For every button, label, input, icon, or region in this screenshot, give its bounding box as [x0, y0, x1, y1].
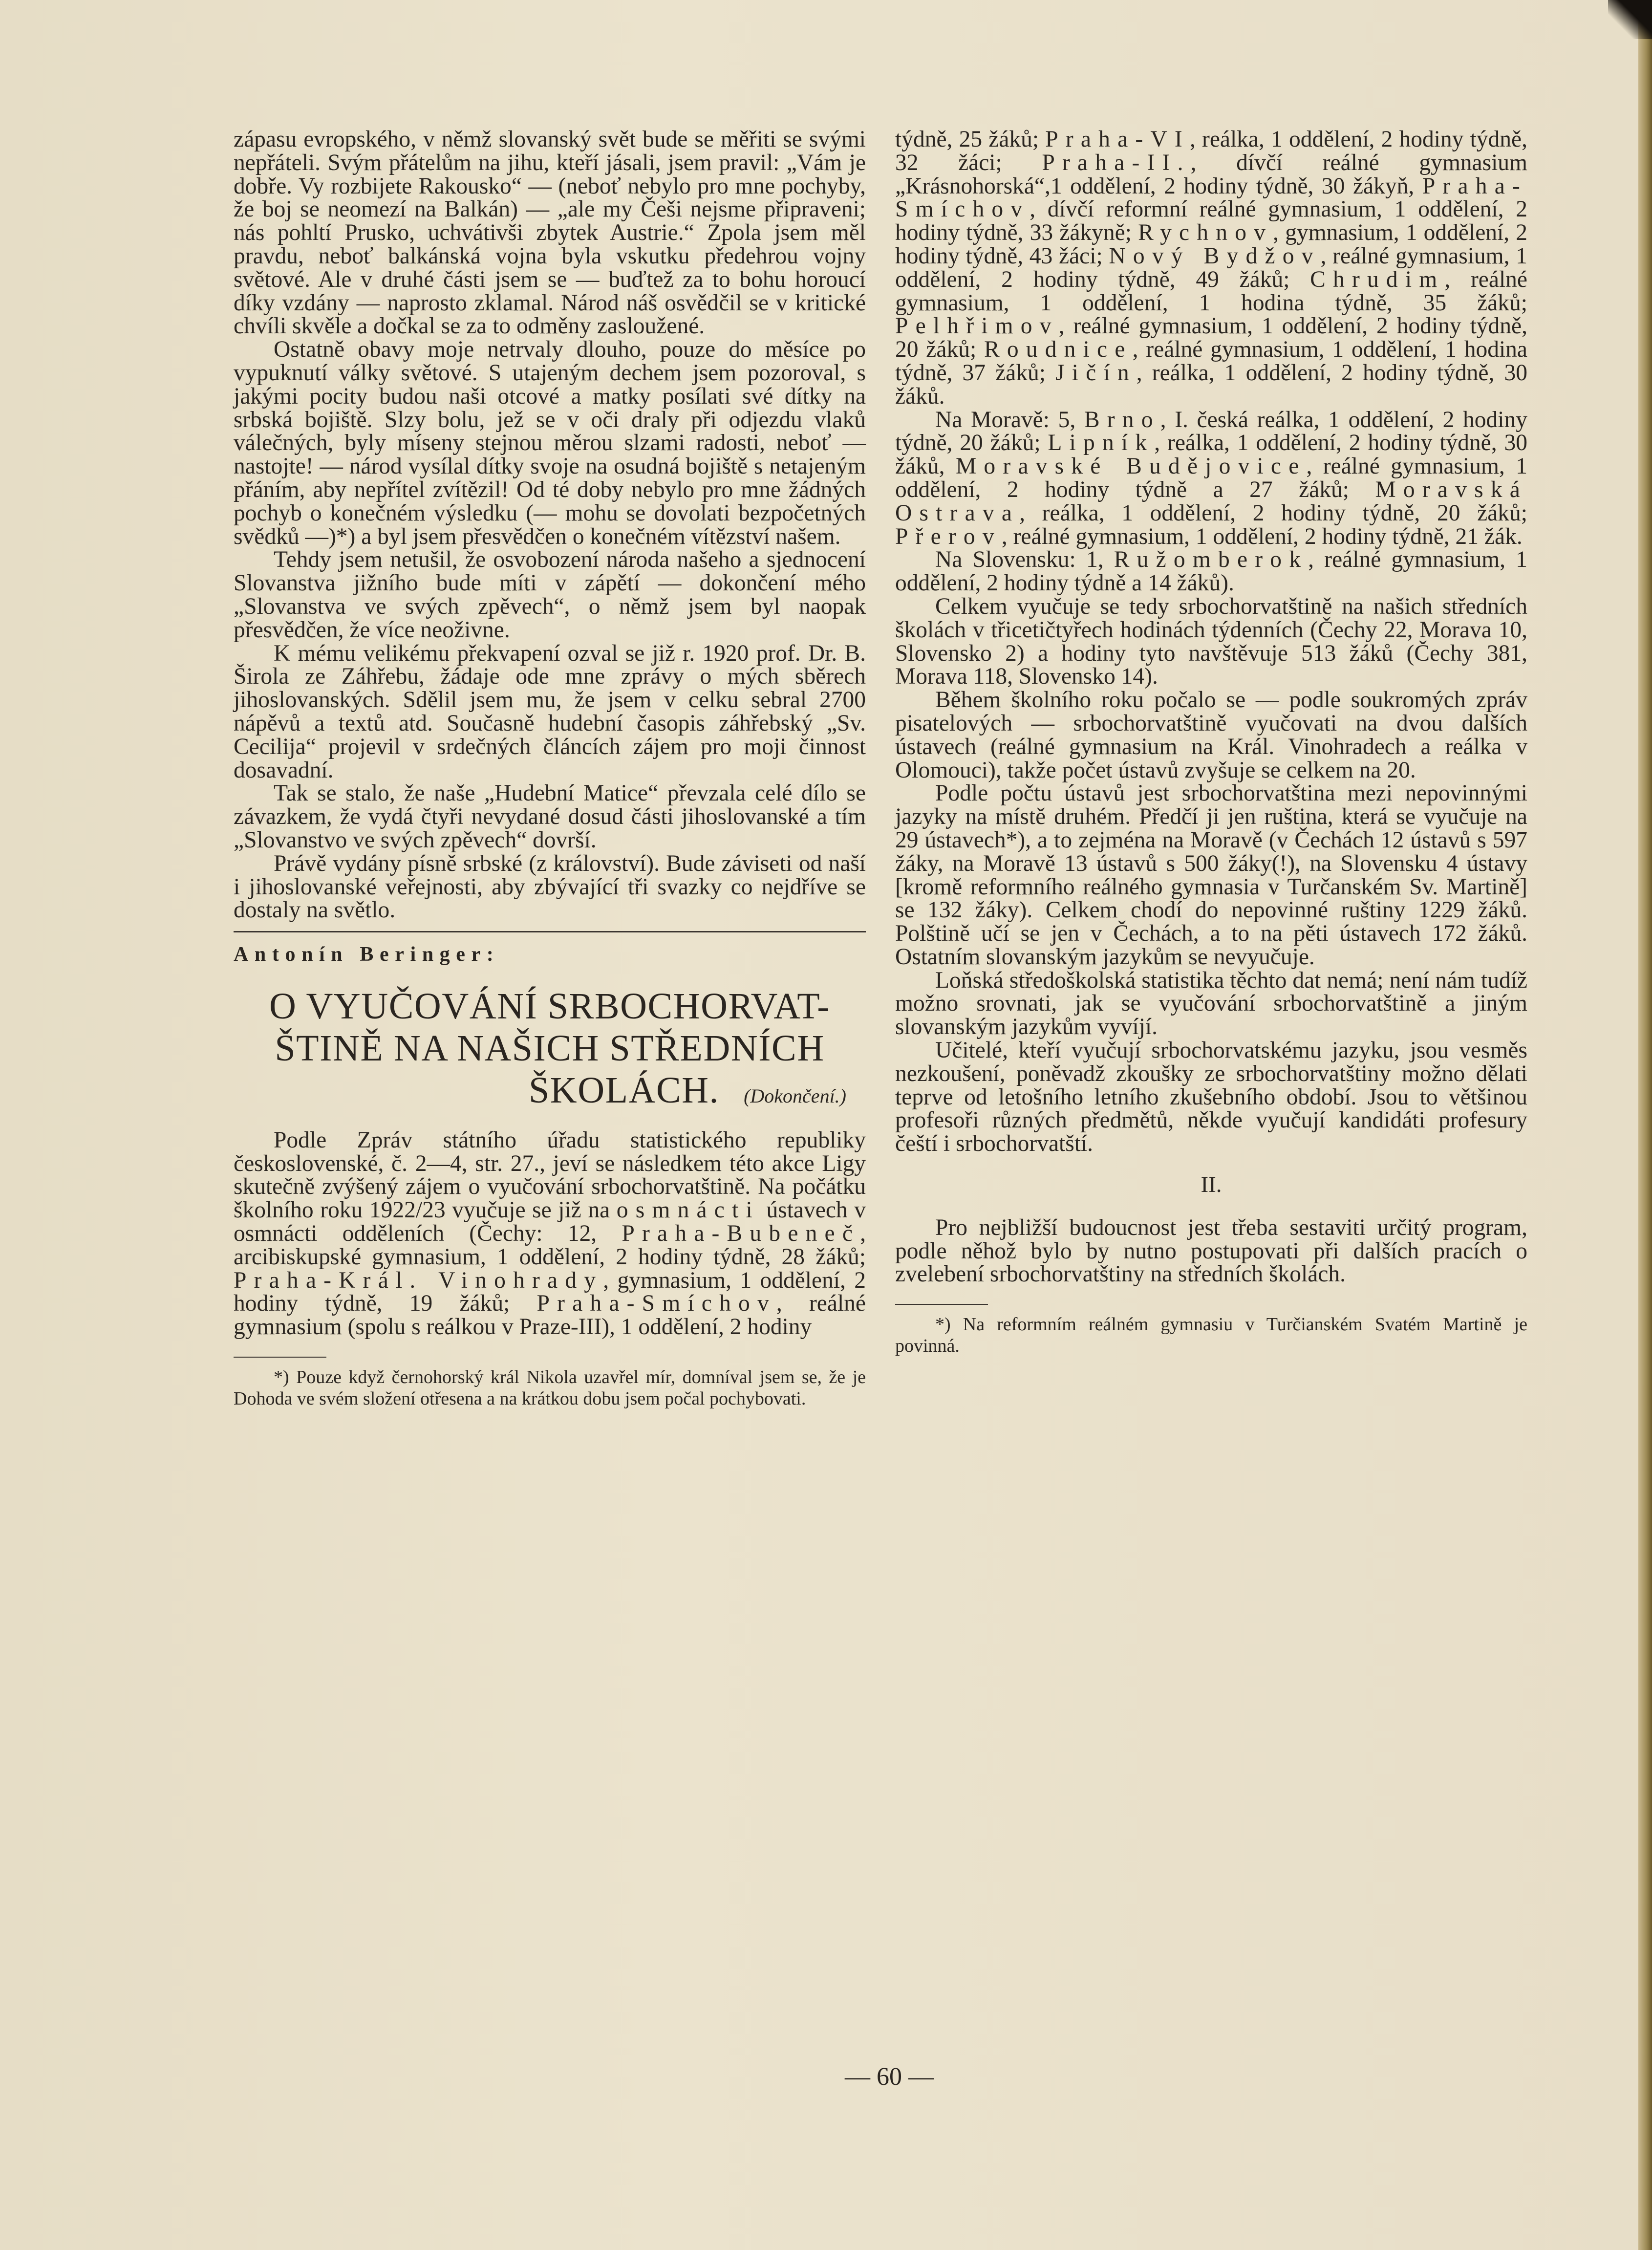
page-edge: [1638, 0, 1652, 2250]
text-run: Podle Zpráv státního úřadu statistického republiky československé, č. 2—4, str. 27., jeví se následkem této akce Ligy skutečně zvýšený zájem o vyučování srbochorvatštině. Na počátku školního roku 1922/23 vyučuje se již na: [234, 1127, 866, 1223]
place-name: Praha-Bubeneč: [622, 1221, 860, 1247]
section-number: II.: [1201, 1172, 1222, 1198]
text-run: , gymnasium, 1 oddělení, 2 hodiny týdně, 43 žáci;: [895, 220, 1527, 269]
place-name: Lipník: [1048, 430, 1155, 456]
text-run: , reálné gymnasium (spolu s reálkou v Praze-III), 1 oddělení, 2 hodiny: [234, 1291, 866, 1340]
place-name: Jičín: [1055, 360, 1137, 386]
spaced-emphasis: osmnácti: [616, 1197, 760, 1223]
left-column: [234, 128, 866, 1409]
text-run: , dívčí reálné gymnasium „Krásnohorská“,1 oddělení, 2 hodiny týdně, 30 žákyň,: [895, 150, 1527, 199]
section-divider: [234, 931, 866, 932]
text-run: , reálné gymnasium, 1 oddělení, 1 hodina týdně, 35 žáků;: [895, 266, 1527, 316]
text-run: , I. česká reálka, 1 oddělení, 2 hodiny týdně, 20 žáků;: [895, 407, 1527, 456]
paragraph: Tehdy jsem netušil, že osvobození národa našeho a sjednocení Slovanstva jižního bude míti v zápětí — dokončení mého „Slovanstva ve svých zpěvech“, o němž jsem byl naopak přesvědčen, že více neoživne.: [234, 547, 866, 643]
text-run: , gymnasium, 1 oddělení, 2 hodiny týdně, 19 žáků;: [234, 1267, 866, 1317]
place-name: Pelhřimov: [895, 313, 1059, 339]
text-run: , reálné gymnasium, 1 oddělení, 2 hodiny týdně, 20 žáků;: [895, 313, 1527, 363]
scan-corner-shadow: [1608, 0, 1652, 39]
text-run: , reálka, 1 oddělení, 2 hodiny týdně, 32 žáci;: [895, 127, 1527, 175]
right-column: [895, 128, 1527, 1357]
text-run: , reálka, 1 oddělení, 2 hodiny týdně, 30 žáků.: [895, 360, 1527, 409]
paragraph: Celkem vyučuje se tedy srbochorvatštině na našich středních školách v třicetičtyřech hodinách týdenních (Čechy 22, Morava 10, Slovensko 2) a hodiny tyto navštěvuje 513 žáků (Čechy 381, Morava 118, Slovensko 14).: [895, 593, 1527, 690]
place-name: Chrudim: [1310, 266, 1445, 292]
place-name: Moravské Budějovice: [955, 454, 1307, 479]
text-run: , reálka, 1 oddělení, 2 hodiny týdně, 20 žáků;: [1019, 500, 1527, 526]
paragraph: [895, 128, 1527, 409]
paragraph: Právě vydány písně srbské (z království). Bude záviseti od naší i jihoslovanské veřejnosti, aby zbývající tři svazky co nejdříve se dostaly na světlo.: [234, 850, 866, 923]
place-name: Praha-Smíchov: [895, 173, 1527, 222]
place-name: Moravská Ostrava: [895, 476, 1527, 526]
text-run: , reálka, 1 oddělení, 2 hodiny týdně, 30 žáků,: [895, 430, 1527, 479]
paragraph: zápasu evropského, v němž slovanský svět bude se měřiti se svými nepřáteli. Svým přátelům na jihu, kteří jásali, jsem pravil: „Vám je dobře. Vy rozbijete Rakousko“ — (neboť nebylo pro mne pochyby, že boj se neomezí na Balkán) — „ale my Češi nejsme připraveni; nás pohltí Prusko, uchvátivši zbytek Austrie.“ Zpola jsem měl pravdu, neboť balkánská vojna byla vskutku předehrou vojny světové. Ale v druhé části jsem se — buďtež za to bohu horoucí díky vzdány — naprosto zklamal. Národ náš osvědčil se v kritické chvíli skvěle a dočkal se za to odměny zasloužené.: [234, 127, 866, 339]
paragraph: Loňská středoškolská statistika těchto dat nemá; není nám tudíž možno srovnati, jak se vyučování srbochorvatštině a jiným slovanským jazykům vyvíjí.: [895, 967, 1527, 1040]
paragraph: Podle počtu ústavů jest srbochorvatština mezi nepovinnými jazyky na místě druhém. Předčí ji jen ruština, která se vyučuje na 29 ústavech*), a to zejména na Moravě (v Čechách 12 ústavů s 597 žáky, na Moravě 13 ústavů s 500 žáky(!), na Slovensku 4 ústavy [kromě reformního reálného gymnasia v Turčanském Sv. Martině] se 132 žáky). Celkem chodí do nepovinné ruštiny 1229 žáků. Polštině učí se jen v Čechách, a to na pěti ústavech 172 žáků. Ostatním slovanským jazykům se nevyučuje.: [895, 780, 1527, 970]
title-line: ŠTINĚ NA NAŠICH STŘEDNÍCH: [275, 1027, 825, 1069]
paragraph: Pro nejbližší budoucnost jest třeba sestaviti určitý program, podle něhož bylo by nutno postupovati při dalších pracích o zvelebení srbochorvatštiny na středních školách.: [895, 1214, 1527, 1287]
text-run: Na Slovensku: 1,: [935, 547, 1114, 573]
page-number: — 60 —: [845, 2063, 934, 2091]
text-run: , dívčí reformní reálné gymnasium, 1 oddělení, 2 hodiny týdně, 33 žákyně;: [895, 196, 1527, 246]
paragraph: Tak se stalo, že naše „Hudební Matice“ převzala celé dílo se závazkem, že vydá čtyři nevydané dosud části jihoslovanské a tím „Slovanstvo ve svých zpěvech“ dovrší.: [234, 780, 866, 853]
place-name: Praha-II.: [1042, 150, 1191, 175]
text-run: Na Moravě: 5,: [935, 407, 1084, 433]
text-run: , arcibiskupské gymnasium, 1 oddělení, 2 hodiny týdně, 28 žáků;: [234, 1221, 866, 1270]
place-name: Rychnov: [1138, 220, 1273, 246]
place-name: Ružomberok: [1114, 547, 1309, 573]
place-name: Praha-Smíchov: [536, 1291, 776, 1317]
text-run: týdně, 25 žáků;: [895, 127, 1046, 152]
paragraph: [895, 548, 1527, 595]
text-run: , reálné gymnasium, 1 oddělení, 2 hodiny týdně, 21 žák.: [1001, 523, 1523, 549]
article-author: Antonín Beringer:: [234, 943, 500, 966]
place-name: Praha-Král. Vinohrady: [234, 1267, 603, 1293]
paragraph: Během školního roku počalo se — podle soukromých zpráv pisatelových — srbochorvatštině vyučovati na dvou dalších ústavech (reálné gymnasium na Král. Vinohradech a reálka v Olomouci), takže počet ústavů zvyšuje se celkem na 20.: [895, 687, 1527, 783]
paragraph: [895, 409, 1527, 549]
footnote-rule: [234, 1357, 326, 1358]
title-line-text: ŠKOLÁCH.: [529, 1069, 720, 1111]
text-run: , reálné gymnasium, 1 oddělení, 2 hodiny týdně, 49 žáků;: [895, 243, 1527, 292]
place-name: Přerov: [895, 523, 1002, 549]
place-name: Nový Bydžov: [1109, 243, 1321, 269]
title-line: O VYUČOVÁNÍ SRBOCHORVAT-: [269, 985, 831, 1027]
text-run: , reálné gymnasium, 1 oddělení, 2 hodiny týdně a 14 žáků).: [895, 547, 1527, 596]
paragraph: Učitelé, kteří vyučují srbochorvatskému jazyku, jsou vesměs nezkoušení, poněvadž zkoušky ze srbochorvatštiny možno dělati teprve od letošního letního zkušebního období. Jsou to většinou profesoři různých předmětů, někde vyučují kandidáti profesury čeští i srbochorvatští.: [895, 1038, 1527, 1157]
article-title: [234, 985, 866, 1117]
title-line: [234, 1069, 866, 1117]
paragraph: Ostatně obavy moje netrvaly dlouho, pouze do měsíce po vypuknutí války světové. S utajeným dechem jsem pozoroval, s jakými pocity budou naši otcové a matky posílati své dítky na srbská bojiště. Slzy bolu, jež se v oči draly při odjezdu vlaků válečných, byly míseny stejnou měrou slzami radosti, neboť — nastojte! — národ vysílal dítky svoje na osudná bojiště s netajeným přáním, aby nepřítel zvítězil! Od té doby nebylo pro mne žádných pochyb o konečném výsledku (— mohu se dovolati bezpočetných svědků —)*) a byl jsem přesvědčen o konečném vítězství našem.: [234, 337, 866, 549]
text-run: ústavech v osmnácti odděleních (Čechy: 12,: [234, 1197, 866, 1247]
place-name: Brno: [1084, 407, 1160, 433]
footnote: *) Pouze když černohorský král Nikola uzavřel mír, domníval jsem se, že je Dohoda ve svém složení otřesena a na krátkou dobu jsem počal pochybovati.: [234, 1367, 866, 1409]
text-run: , reálné gymnasium, 1 oddělení, 2 hodiny týdně a 27 žáků;: [895, 454, 1527, 502]
footnote-rule: [895, 1304, 988, 1305]
title-subtitle: (Dokončení.): [744, 1084, 846, 1107]
text-run: , reálné gymnasium, 1 oddělení, 1 hodina týdně, 37 žáků;: [895, 337, 1527, 386]
footnote: *) Na reformním reálném gymnasiu v Turčianském Svatém Martině je povinná.: [895, 1314, 1527, 1357]
article-paragraph: [234, 1129, 866, 1339]
place-name: Praha-VI: [1045, 127, 1190, 152]
place-name: Roudnice: [984, 337, 1133, 363]
paragraph: K mému velikému překvapení ozval se již r. 1920 prof. Dr. B. Širola ze Záhřebu, žádaje ode mne zprávy o mých sběrech jihoslovanských. Sdělil jsem mu, že jsem v celku sebral 2700 nápěvů a textů atd. Současně hudební časopis záhřebský „Sv. Cecilija“ projevil v srdečných článcích zájem pro moji činnost dosavadní.: [234, 640, 866, 783]
